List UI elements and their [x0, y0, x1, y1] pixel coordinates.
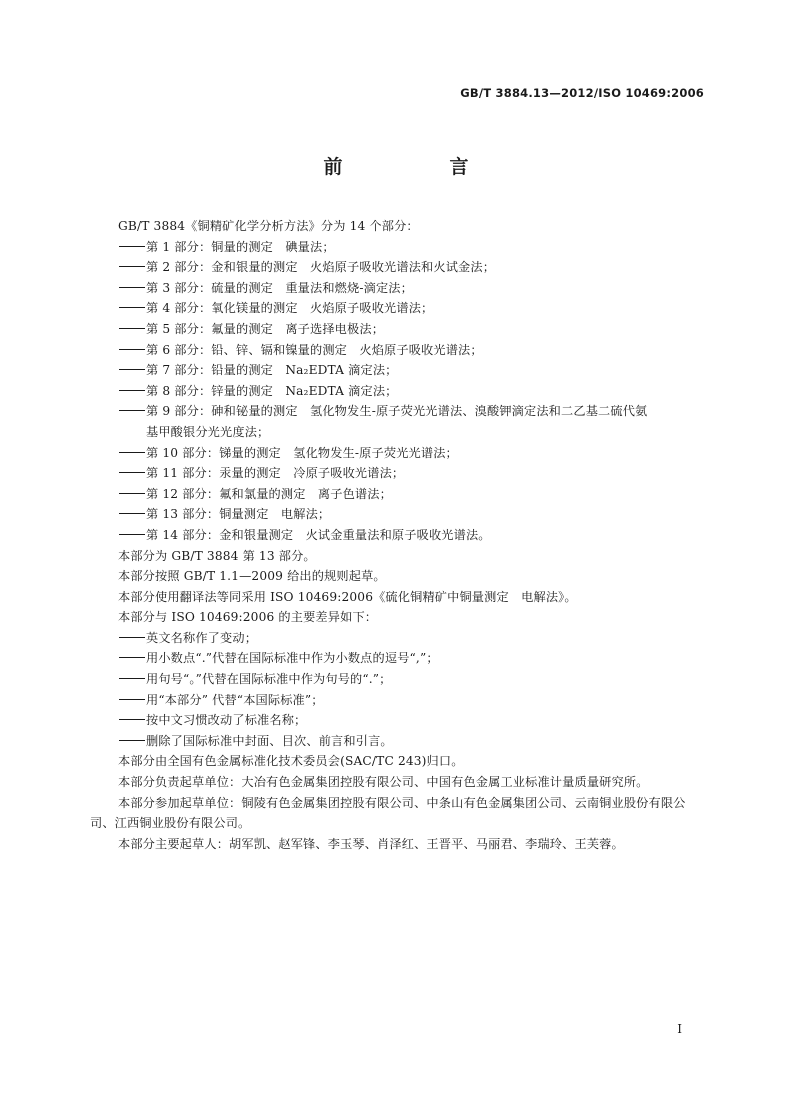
dash-mark	[118, 261, 146, 271]
list-item-text: 英文名称作了变动；	[146, 630, 258, 645]
list-item-text: 用小数点“.”代替在国际标准中作为小数点的逗号“,”；	[146, 651, 439, 666]
list-item-text: 第 1 部分：铜量的测定 碘量法；	[146, 239, 335, 254]
list-item-part-13	[90, 504, 704, 525]
list-item-part-10	[90, 443, 704, 464]
committee-paragraph: 本部分由全国有色金属标准化技术委员会(SAC/TC 243)归口。	[118, 754, 464, 769]
list-item-text: 删除了国际标准中封面、目次、前言和引言。	[146, 733, 393, 748]
list-item-part-5	[90, 319, 704, 340]
list-item-difference-2	[90, 648, 704, 669]
list-item-difference-5	[90, 710, 704, 731]
list-item-part-1	[90, 237, 704, 258]
page-title: 前 言	[323, 156, 513, 178]
dash-mark	[118, 385, 146, 395]
dash-mark	[118, 344, 146, 354]
list-item-text: 第 9 部分：砷和铋量的测定 氢化物发生-原子荧光光谱法、溴酸钾滴定法和二乙基二硫代氨	[146, 404, 648, 419]
dash-mark	[118, 241, 146, 251]
dash-mark	[118, 694, 146, 704]
list-item-text: 第 11 部分：汞量的测定 冷原子吸收光谱法；	[146, 466, 405, 481]
list-item-text: 第 7 部分：铅量的测定 Na₂EDTA 滴定法；	[146, 363, 398, 378]
list-item-text: 用句号“。”代替在国际标准中作为句号的“.”；	[146, 672, 392, 687]
list-item-text: 第 6 部分：铅、锌、镉和镍量的测定 火焰原子吸收光谱法；	[146, 342, 483, 357]
list-item-difference-1	[90, 628, 704, 649]
list-item-part-7	[90, 360, 704, 381]
dash-mark	[118, 652, 146, 662]
list-item-part-3	[90, 278, 704, 299]
list-item-text: 第 8 部分：锌量的测定 Na₂EDTA 滴定法；	[146, 383, 398, 398]
translation-paragraph: 本部分使用翻译法等同采用 ISO 10469:2006《硫化铜精矿中铜量测定 电解法》。	[118, 589, 577, 604]
dash-mark	[118, 714, 146, 724]
list-item-part-8	[90, 381, 704, 402]
list-item-text: 第 5 部分：氟量的测定 离子选择电极法；	[146, 321, 385, 336]
dash-mark	[118, 529, 146, 539]
drafting-rules-paragraph: 本部分按照 GB/T 1.1—2009 给出的规则起草。	[118, 569, 386, 584]
dash-mark	[118, 632, 146, 642]
list-item-part-6	[90, 340, 704, 361]
intro-paragraph: GB/T 3884《铜精矿化学分析方法》分为 14 个部分：	[118, 219, 419, 233]
list-item-text: 第 4 部分：氧化镁量的测定 火焰原子吸收光谱法；	[146, 301, 434, 316]
list-item-part-4	[90, 298, 704, 319]
foreword-body	[90, 216, 704, 854]
page-number: I	[677, 1022, 682, 1036]
dash-mark	[118, 488, 146, 498]
list-item-part-12	[90, 484, 704, 505]
list-item-difference-3	[90, 669, 704, 690]
dash-mark	[118, 447, 146, 457]
this-part-paragraph: 本部分为 GB/T 3884 第 13 部分。	[118, 548, 316, 563]
list-item-part-2	[90, 257, 704, 278]
list-item-text: 第 2 部分：金和银量的测定 火焰原子吸收光谱法和火试金法；	[146, 260, 496, 275]
main-drafters-paragraph: 本部分主要起草人：胡军凯、赵军锋、李玉琴、肖泽红、王晋平、马丽君、李瑞玲、王芙蓉。	[118, 836, 624, 851]
dash-mark	[118, 467, 146, 477]
dash-mark	[118, 323, 146, 333]
list-item-text: 第 3 部分：硫量的测定 重量法和燃烧-滴定法；	[146, 280, 413, 295]
list-item-difference-6	[90, 731, 704, 752]
list-item-text: 第 12 部分：氟和氯量的测定 离子色谱法；	[146, 486, 392, 501]
standard-code: GB/T 3884.13—2012/ISO 10469:2006	[460, 86, 704, 100]
dash-mark	[118, 405, 146, 415]
list-item-text: 第 14 部分：金和银量测定 火试金重量法和原子吸收光谱法。	[146, 527, 491, 542]
dash-mark	[118, 302, 146, 312]
list-item-text: 第 13 部分：铜量测定 电解法；	[146, 507, 331, 522]
list-item-text: 按中文习惯改动了标准名称；	[146, 713, 307, 728]
list-item-part-9-continuation: 基甲酸银分光光度法；	[146, 424, 270, 439]
list-item-part-9	[90, 401, 704, 422]
dash-mark	[118, 508, 146, 518]
dash-mark	[118, 364, 146, 374]
list-item-part-14	[90, 525, 704, 546]
list-item-text: 用“本部分” 代替“本国际标准”；	[146, 692, 324, 707]
list-item-difference-4	[90, 690, 704, 711]
differences-intro-paragraph: 本部分与 ISO 10469:2006 的主要差异如下：	[118, 610, 378, 625]
dash-mark	[118, 673, 146, 683]
list-item-text: 第 10 部分：锑量的测定 氢化物发生-原子荧光光谱法；	[146, 445, 458, 460]
dash-mark	[118, 282, 146, 292]
responsible-drafter-paragraph: 本部分负责起草单位：大冶有色金属集团控股有限公司、中国有色金属工业标准计量质量研究所。	[118, 775, 649, 790]
participating-drafter-paragraph: 本部分参加起草单位：铜陵有色金属集团控股有限公司、中条山有色金属集团公司、云南铜业股份有限公司、江西铜业股份有限公司。	[90, 795, 686, 831]
list-item-part-11	[90, 463, 704, 484]
dash-mark	[118, 735, 146, 745]
